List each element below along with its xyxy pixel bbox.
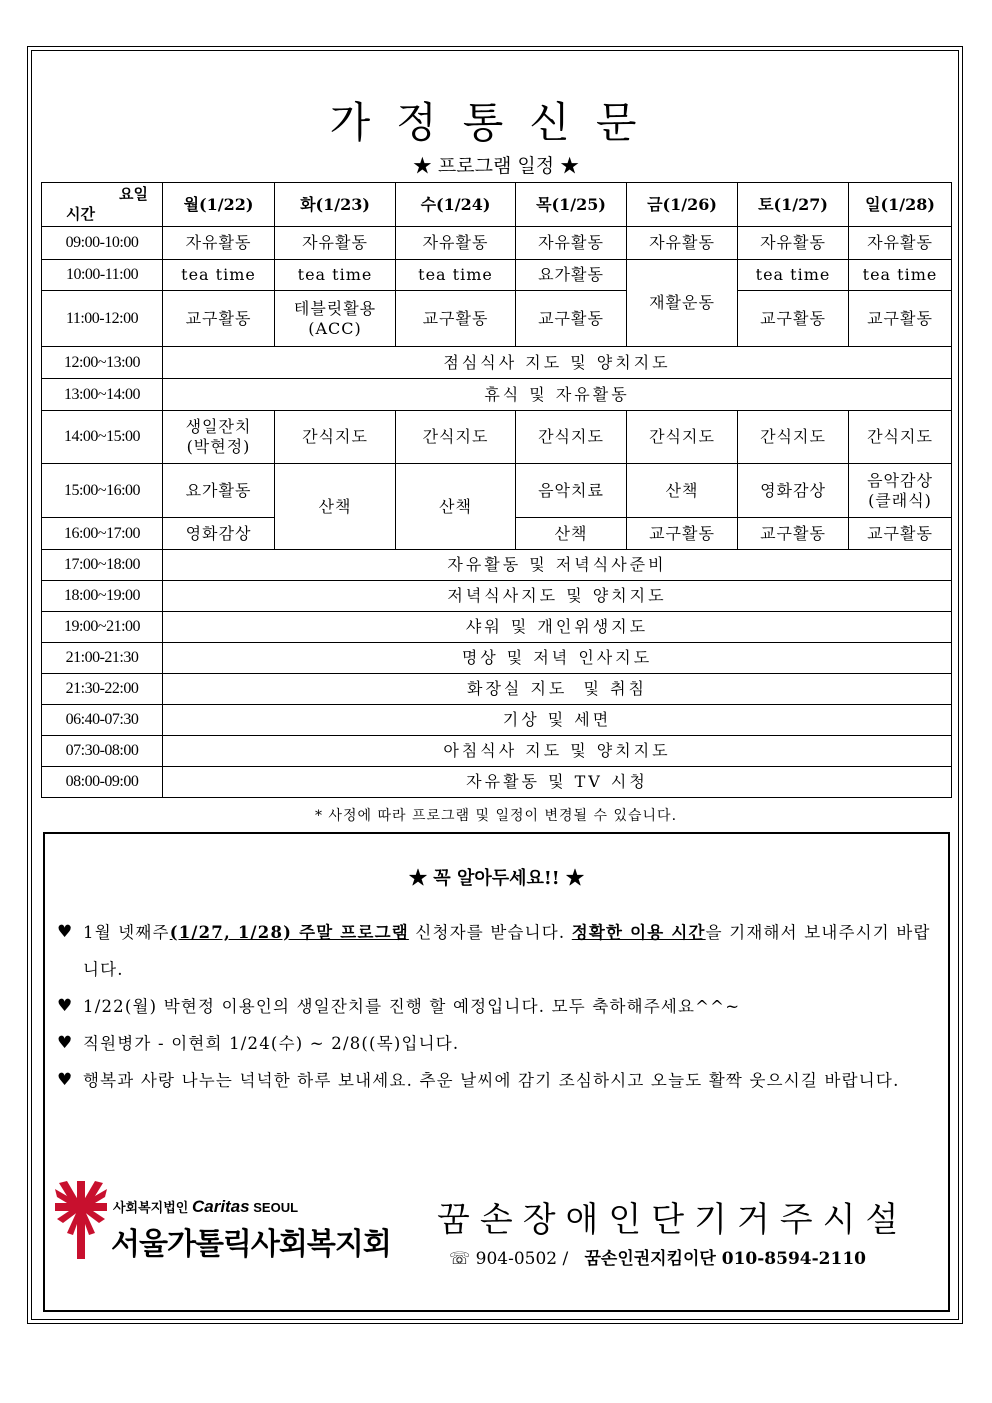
time-cell: 19:00~21:00 [42, 612, 163, 643]
activity-line: (ACC) [308, 318, 362, 338]
activity-cell: 자유활동 [396, 227, 516, 260]
logo-subtitle [113, 1197, 298, 1217]
activity-cell: 교구활동 [396, 291, 516, 347]
activity-cell: 자유활동 및 저녁식사준비 [163, 550, 952, 581]
table-row [42, 550, 952, 581]
table-row [42, 674, 952, 705]
activity-cell: 명상 및 저녁 인사지도 [163, 643, 952, 674]
activity-cell [163, 411, 275, 464]
schedule-note: * 사정에 따라 프로그램 및 일정이 변경될 수 있습니다. [314, 808, 678, 824]
time-cell: 06:40-07:30 [42, 705, 163, 736]
caritas-cross-icon [53, 1179, 109, 1261]
activity-cell: 교구활동 [516, 291, 627, 347]
activity-line: 생일잔치 [185, 417, 252, 436]
activity-cell: 재활운동 [627, 260, 738, 347]
time-cell: 17:00~18:00 [42, 550, 163, 581]
contact-line [449, 1244, 866, 1269]
activity-cell: 자유활동 [516, 227, 627, 260]
table-row [42, 379, 952, 411]
logo-name: 서울가톨릭사회복지회 [111, 1228, 391, 1261]
list-item [57, 914, 937, 988]
activity-cell: 교구활동 [849, 291, 952, 347]
contact-team: 꿈손인권지킴이단 010-8594-2110 [584, 1249, 866, 1269]
activity-cell: 자유활동 [738, 227, 849, 260]
day-header: 목(1/25) [516, 183, 627, 227]
day-header: 토(1/27) [738, 183, 849, 227]
time-cell: 11:00-12:00 [42, 291, 163, 347]
time-cell: 10:00-11:00 [42, 260, 163, 291]
activity-cell: 산책 [516, 518, 627, 550]
heart-icon: ♥ [57, 1033, 74, 1053]
table-row [42, 291, 952, 347]
organization-name: 꿈손장애인단기거주시설 [437, 1200, 909, 1240]
activity-cell: 간식지도 [738, 411, 849, 464]
heart-icon: ♥ [57, 922, 74, 942]
time-cell: 08:00-09:00 [42, 767, 163, 798]
table-row [42, 612, 952, 643]
table-row [42, 705, 952, 736]
activity-cell: 저녁식사지도 및 양치지도 [163, 581, 952, 612]
table-row [42, 581, 952, 612]
activity-cell: 요가활동 [516, 260, 627, 291]
activity-cell: 아침식사 지도 및 양치지도 [163, 736, 952, 767]
logo-suffix: SEOUL [253, 1200, 299, 1215]
table-row [42, 736, 952, 767]
activity-cell: 자유활동 [163, 227, 275, 260]
list-item [57, 988, 937, 1025]
activity-cell: 영화감상 [738, 464, 849, 518]
activity-cell: 교구활동 [627, 518, 738, 550]
activity-cell: tea time [849, 260, 952, 291]
activity-cell: 교구활동 [738, 518, 849, 550]
time-cell: 07:30-08:00 [42, 736, 163, 767]
day-header: 수(1/24) [396, 183, 516, 227]
activity-cell: 점심식사 지도 및 양치지도 [163, 347, 952, 379]
day-header: 일(1/28) [849, 183, 952, 227]
activity-cell [275, 291, 396, 347]
activity-cell: 교구활동 [738, 291, 849, 347]
activity-line: 테블릿활용 [293, 298, 377, 318]
activity-line: (박현정) [186, 437, 251, 456]
time-cell: 13:00~14:00 [42, 379, 163, 411]
bullet-text: 1/22(월) 박현정 이용인의 생일잔치를 진행 할 예정입니다. 모두 축하해주세요^^~ [83, 997, 741, 1016]
list-item [57, 1062, 937, 1099]
activity-cell: 음악치료 [516, 464, 627, 518]
bullet-text: 1월 넷째주 [83, 923, 170, 942]
time-cell: 18:00~19:00 [42, 581, 163, 612]
bullet-emphasis: (1/27, 1/28) 주말 프로그램 [169, 923, 409, 942]
day-header: 화(1/23) [275, 183, 396, 227]
notice-box [43, 832, 950, 1312]
activity-cell: 화장실 지도 및 취침 [163, 674, 952, 705]
activity-cell: tea time [738, 260, 849, 291]
activity-cell: 샤워 및 개인위생지도 [163, 612, 952, 643]
day-header: 월(1/22) [163, 183, 275, 227]
caritas-logo [53, 1179, 391, 1269]
activity-cell: 기상 및 세면 [163, 705, 952, 736]
activity-cell: 산책 [396, 464, 516, 550]
logo-prefix: 사회복지법인 [113, 1200, 189, 1215]
day-header: 금(1/26) [627, 183, 738, 227]
activity-cell: 간식지도 [849, 411, 952, 464]
activity-cell: tea time [396, 260, 516, 291]
table-row [42, 411, 952, 464]
activity-cell: 자유활동 및 TV 시청 [163, 767, 952, 798]
activity-cell: 교구활동 [849, 518, 952, 550]
activity-cell: 간식지도 [627, 411, 738, 464]
activity-line: (클래식) [868, 490, 932, 510]
bullet-text: 을 기재해서 보내주시기 바랍니다. [83, 923, 931, 979]
time-cell: 15:00~16:00 [42, 464, 163, 518]
activity-cell: 자유활동 [849, 227, 952, 260]
schedule-subtitle: ★ 프로그램 일정 ★ [412, 155, 580, 177]
activity-cell: tea time [275, 260, 396, 291]
notice-list [57, 914, 937, 1099]
activity-cell: 자유활동 [627, 227, 738, 260]
activity-cell: 영화감상 [163, 518, 275, 550]
time-cell: 14:00~15:00 [42, 411, 163, 464]
time-cell: 21:00-21:30 [42, 643, 163, 674]
time-cell: 16:00~17:00 [42, 518, 163, 550]
activity-cell: 간식지도 [275, 411, 396, 464]
bullet-text: 행복과 사랑 나누는 넉넉한 하루 보내세요. 추운 날씨에 감기 조심하시고 오늘도 활짝 웃으시길 바랍니다. [83, 1071, 900, 1090]
activity-cell: 간식지도 [516, 411, 627, 464]
activity-cell: 산책 [627, 464, 738, 518]
bullet-emphasis: 정확한 이용 시간 [571, 923, 706, 942]
page-title: 가정통신문 [329, 98, 663, 147]
activity-cell: 자유활동 [275, 227, 396, 260]
heart-icon: ♥ [57, 1070, 74, 1090]
activity-cell: tea time [163, 260, 275, 291]
activity-line: 음악감상 [867, 470, 933, 490]
schedule-table [41, 182, 952, 798]
table-row [42, 260, 952, 291]
table-row [42, 347, 952, 379]
heart-icon: ♥ [57, 996, 74, 1016]
time-cell: 21:30-22:00 [42, 674, 163, 705]
activity-cell: 요가활동 [163, 464, 275, 518]
header-corner [42, 183, 163, 227]
corner-day-label: 요일 [119, 185, 148, 203]
activity-cell: 간식지도 [396, 411, 516, 464]
list-item [57, 1025, 937, 1062]
header-row [42, 183, 952, 227]
bullet-text: 직원병가 - 이현희 1/24(수) ~ 2/8((목)입니다. [83, 1034, 460, 1053]
bullet-text: 신청자를 받습니다. [408, 923, 572, 942]
table-row [42, 643, 952, 674]
table-row [42, 464, 952, 518]
activity-cell: 산책 [275, 464, 396, 550]
notice-title: ★ 꼭 알아두세요!! ★ [409, 868, 584, 889]
table-row [42, 767, 952, 798]
table-row [42, 227, 952, 260]
time-cell: 09:00-10:00 [42, 227, 163, 260]
activity-cell: 휴식 및 자유활동 [163, 379, 952, 411]
activity-cell: 교구활동 [163, 291, 275, 347]
corner-time-label: 시간 [66, 205, 95, 224]
contact-phone: ☏ 904-0502 / [449, 1249, 569, 1269]
activity-cell [849, 464, 952, 518]
logo-brand: Caritas [191, 1197, 250, 1216]
time-cell: 12:00~13:00 [42, 347, 163, 379]
